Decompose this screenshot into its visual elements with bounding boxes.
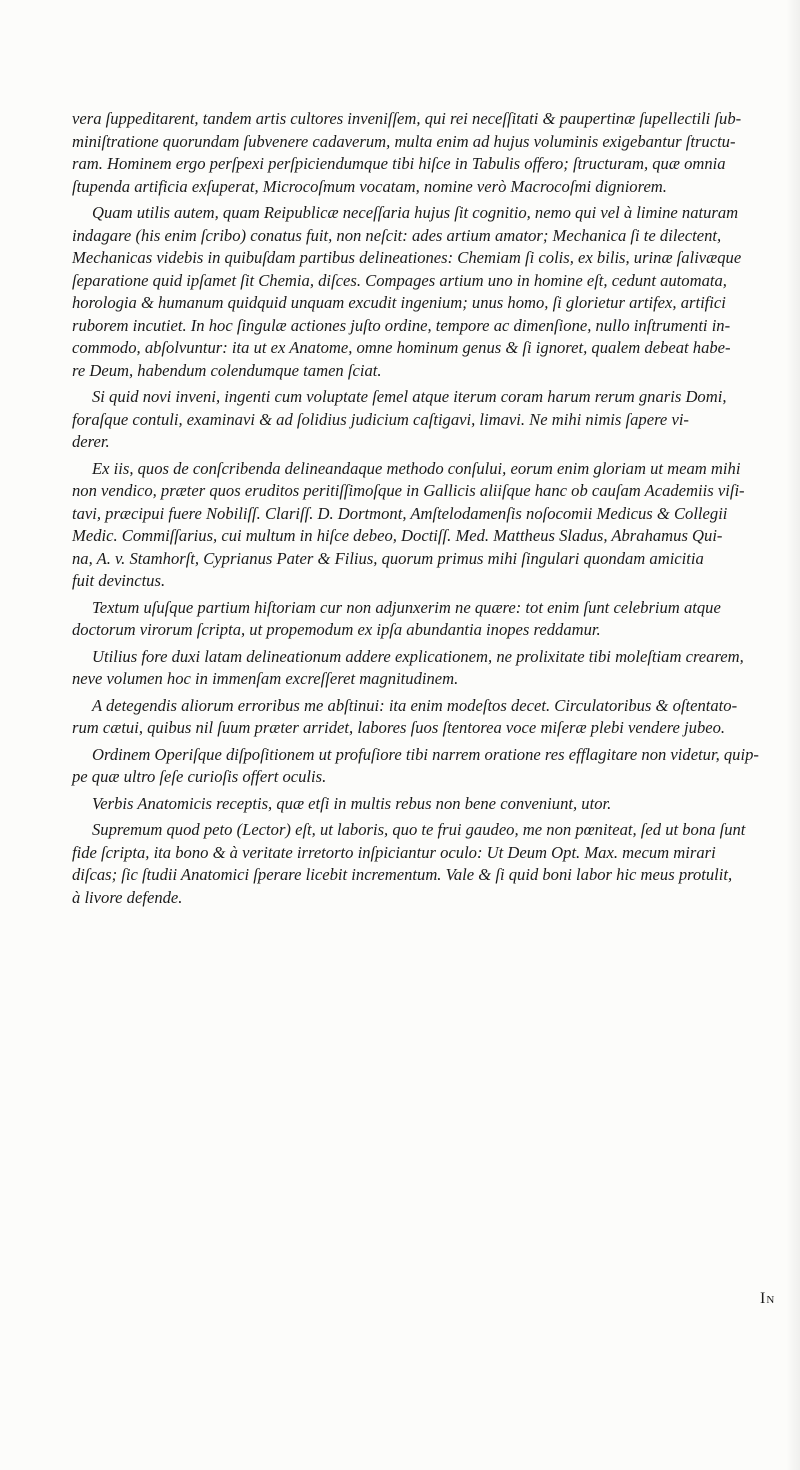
text-line: Utilius fore duxi latam delineationum addere explicationem, ne prolixitate tibi moleſtiam crearem, (92, 646, 744, 666)
text-line: Supremum quod peto (Lector) eſt, ut laboris, quo te frui gaudeo, me non pœniteat, ſed ut bona ſunt (92, 820, 746, 839)
text-line: diſcas; ſic ſtudii Anatomici ſperare licebit incrementum. Vale & ſi quid boni labor hic meus protulit, (72, 865, 733, 884)
text-line: ram. Hominem ergo perſpexi perſpiciendumque tibi hiſce in Tabulis offero; ſtructuram, quæ omnia (72, 154, 726, 173)
text-line: foraſque contuli, examinavi & ad ſolidius judicium caſtigavi, limavi. Ne mihi nimis ſapere vi- (72, 409, 689, 429)
text-line: neve volumen hoc in immenſam excreſſeret magnitudinem. (72, 669, 459, 688)
text-line: tavi, præcipui fuere Nobiliſſ. Clariſſ. D. Dortmont, Amſtelodamenſis noſocomii Medicus & Collegii (72, 503, 728, 523)
text-line: ruborem incutiet. In hoc ſingulæ actiones juſto ordine, tempore ac dimenſione, nullo inſtrumenti in- (72, 315, 731, 335)
text-line: rum cætui, quibus nil ſuum præter arridet, labores ſuos ſtentorea voce miſeræ plebi vendere jubeo. (72, 718, 726, 737)
text-line: Ex iis, quos de conſcribenda delineandaque methodo conſului, eorum enim gloriam ut meam mihi (92, 458, 741, 478)
text-line: A detegendis aliorum erroribus me abſtinui: ita enim modeſtos decet. Circulatoribus & oſtentato- (92, 695, 738, 715)
text-line: pe quæ ultro ſeſe curioſis offert oculis. (72, 767, 327, 786)
text-line: fide ſcripta, ita bono & à veritate irretorto inſpiciantur oculo: Ut Deum Opt. Max. mecum mirari (72, 842, 716, 862)
text-line: derer. (72, 432, 110, 451)
text-line: vera ſuppeditarent, tandem artis cultores inveniſſem, qui rei neceſſitati & paupertinæ ſupellectili ſub- (72, 109, 742, 128)
text-line: horologia & humanum quidquid unquam excudit ingenium; unus homo, ſi glorietur artifex, artifici (72, 293, 726, 312)
text-line: indagare (his enim ſcribo) conatus fuit, non neſcit: ades artium amator; Mechanica ſi te dilectent, (72, 225, 722, 245)
text-line: non vendico, præter quos eruditos peritiſſimoſque in Gallicis aliiſque hanc ob cauſam Academiis viſi- (72, 481, 745, 500)
text-line: ſtupenda artificia exſuperat, Microcoſmum vocatam, nomine verò Macrocoſmi digniorem. (72, 176, 667, 196)
text-line: Quam utilis autem, quam Reipublicæ neceſſaria hujus ſit cognitio, nemo qui vel à limine naturam (92, 203, 739, 222)
text-line: fuit devinctus. (72, 571, 166, 590)
text-line: na, A. v. Stamhorſt, Cyprianus Pater & Filius, quorum primus mihi ſingulari quondam amicitia (72, 548, 704, 568)
text-line: Verbis Anatomicis receptis, quæ etſi in multis rebus non bene conveniunt, utor. (92, 793, 612, 813)
text-line: Textum uſuſque partium hiſtoriam cur non adjunxerim ne quære: tot enim ſunt celebrium atque (92, 597, 721, 617)
text-line: re Deum, habendum colendumque tamen ſciat. (72, 360, 382, 380)
text-line: doctorum virorum ſcripta, ut propemodum ex ipſa abundantia inopes reddamur. (72, 620, 601, 639)
text-line: Si quid novi inveni, ingenti cum voluptate ſemel atque iterum coram harum rerum gnaris Domi, (92, 387, 727, 406)
text-line: à livore defende. (72, 887, 183, 907)
text-line: Mechanicas videbis in quibuſdam partibus delineationes: Chemiam ſi colis, ex bilis, urinæ ſalivæque (72, 248, 742, 267)
text-line: miniſtratione quorundam ſubvenere cadaverum, multa enim ad hujus voluminis exigebantur ſtructu- (72, 131, 736, 151)
text-line: ſeparatione quid ipſamet ſit Chemia, diſces. Compages artium uno in homine eſt, cedunt automata, (72, 270, 727, 290)
body-text (72, 108, 784, 909)
text-line: Medic. Commiſſarius, cui multum in hiſce debeo, Doctiſſ. Med. Mattheus Sladus, Abrahamus Qui- (72, 526, 723, 545)
text-line: commodo, abſolvuntur: ita ut ex Anatome, omne hominum genus & ſi ignoret, qualem debeat habe- (72, 338, 731, 357)
text-line: Ordinem Operiſque diſpoſitionem ut profuſiore tibi narrem oratione res efflagitare non videtur, quip- (92, 744, 759, 764)
page-edge-shadow (786, 0, 800, 1470)
catchword: In (760, 1290, 776, 1307)
